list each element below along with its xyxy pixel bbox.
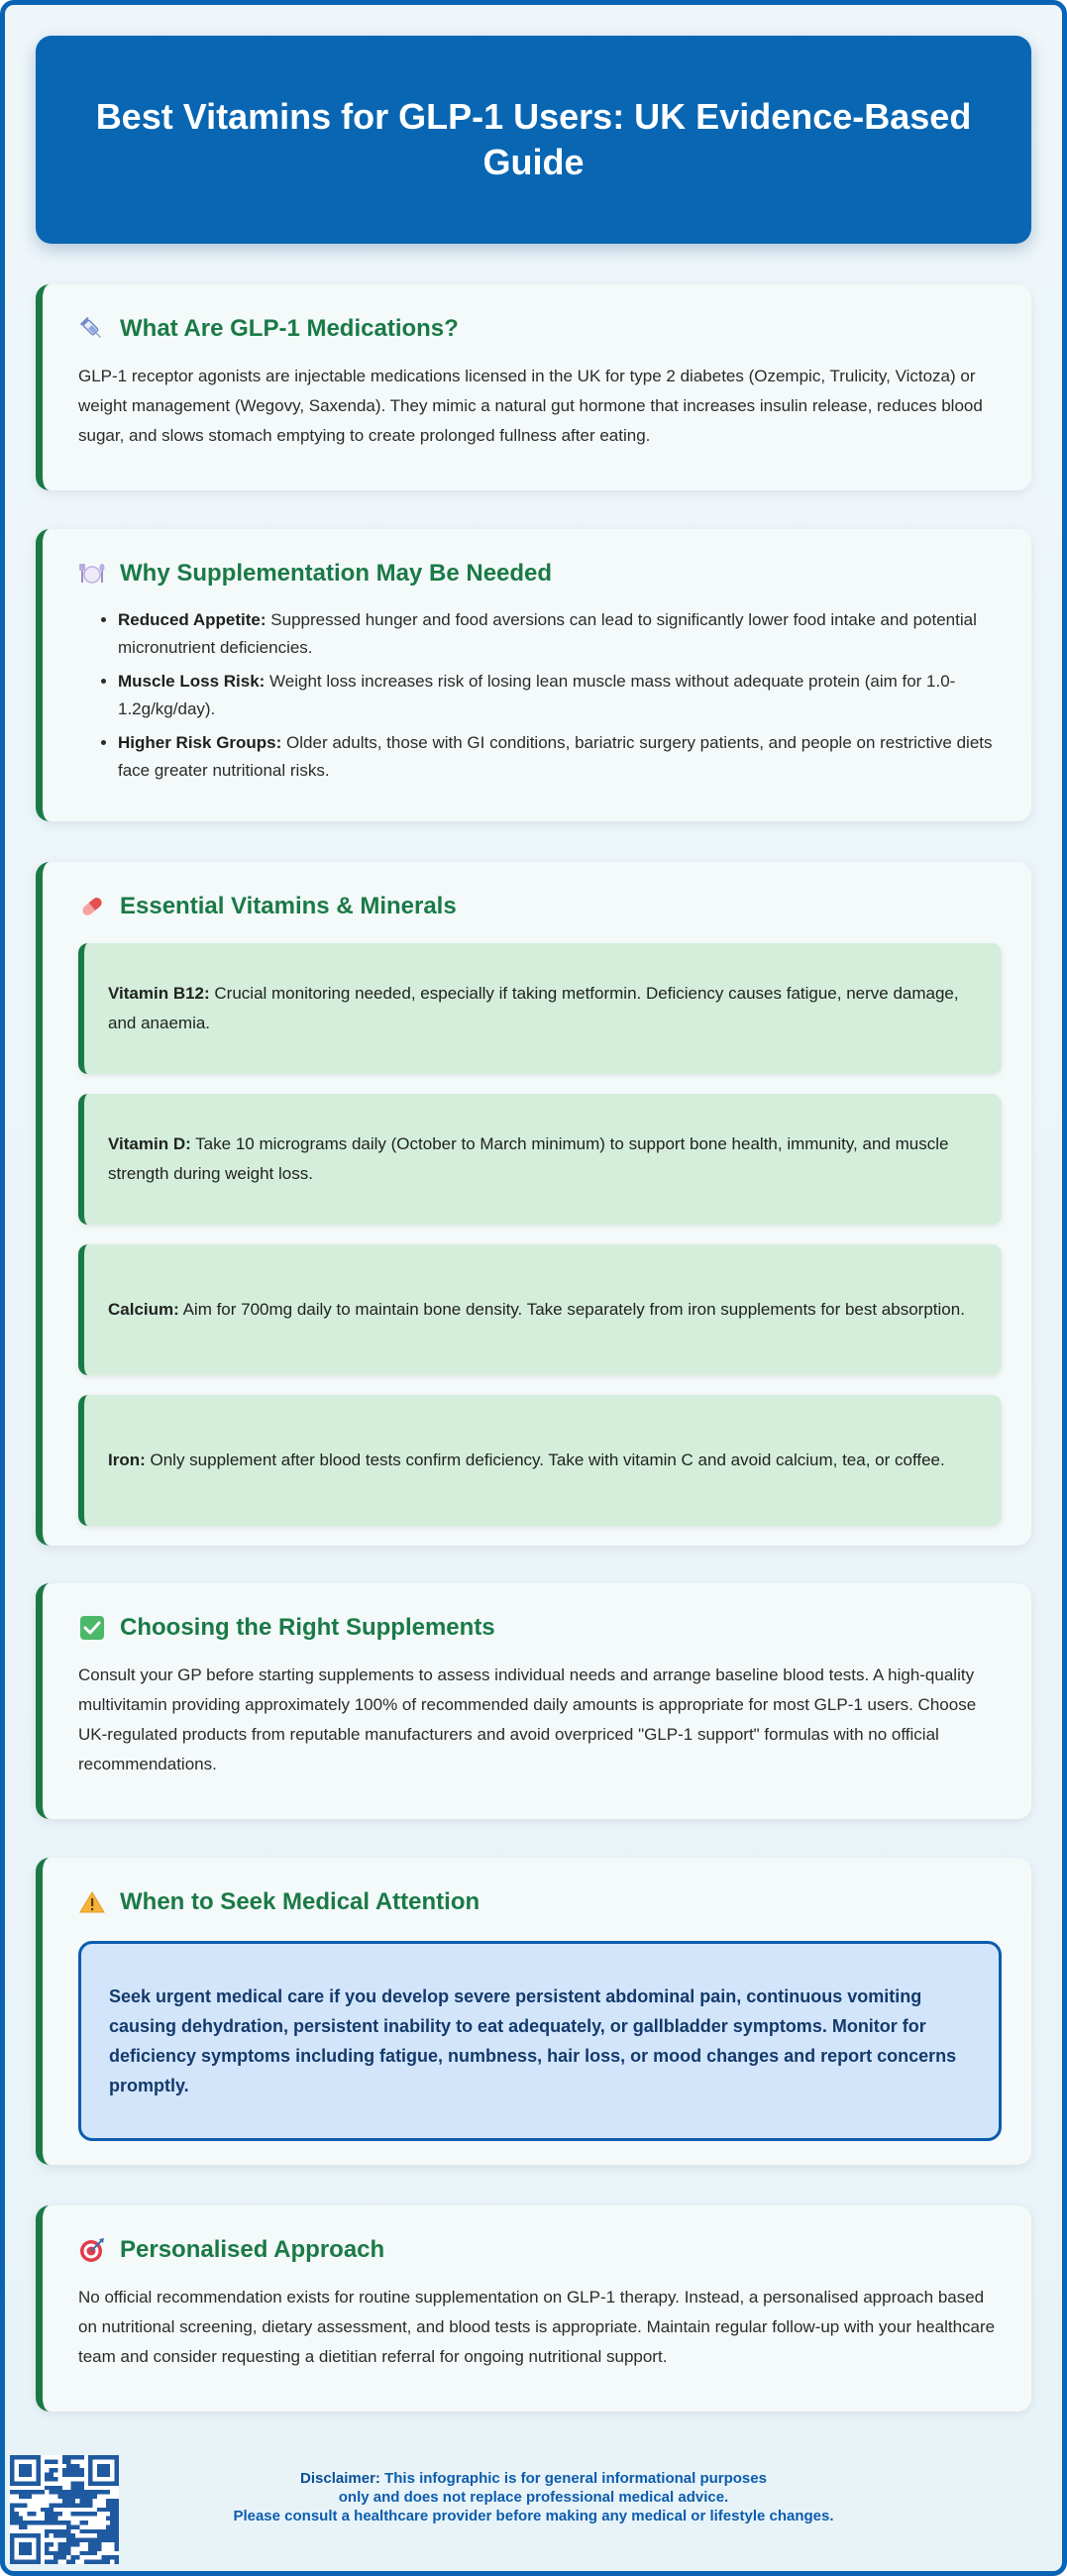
section-why-supplementation [36,529,1031,821]
section-essential-vitamins [36,862,1031,1546]
section-text: GLP-1 receptor agonists are injectable medications licensed in the UK for type 2 diabetes (Ozempic, Trulicity, Victoza) or weight management (Wegovy, Saxenda). They mimic a natural gut hormone that increases insulin release, reduces blood sugar, and slows stomach emptying to create prolonged fullness after eating. [78,367,983,445]
risk-list [78,606,1002,785]
vitamin-label: Iron: [108,1450,146,1469]
list-item [118,606,1002,662]
vitamin-text [108,979,976,1038]
vitamin-desc: Take 10 micrograms daily (October to March minimum) to support bone health, immunity, and muscle strength during weight loss. [108,1134,949,1183]
vitamin-label: Vitamin D: [108,1134,191,1153]
section-what-are-glp1 [36,284,1031,490]
alert-text: Seek urgent medical care if you develop severe persistent abdominal pain, continuous vomiting causing dehydration, persistent inability to eat adequately, or gallbladder symptoms. Monitor for deficiency symptoms including fatigue, numbness, hair loss, or mood changes and report concerns promptly. [109,1986,957,2095]
section-title: Essential Vitamins & Minerals [120,893,457,919]
item-label: Muscle Loss Risk: [118,672,266,691]
section-text: No official recommendation exists for routine supplementation on GLP-1 therapy. Instead, a personalised approach based on nutritional screening, dietary assessment, and blood tests is appropriate. Maintain regular follow-up with your healthcare team and consider requesting a dietitian referral for ongoing nutritional support. [78,2288,996,2366]
disclaimer-line-3: Please consult a healthcare provider before making any medical or lifestyle changes. [233,2508,834,2524]
section-header [78,312,1002,346]
section-choosing-supplements [36,1583,1031,1819]
page-title: Best Vitamins for GLP-1 Users: UK Evidence-Based Guide [95,96,972,182]
disclaimer-label: Disclaimer: [300,2470,380,2487]
vitamin-desc: Only supplement after blood tests confirm deficiency. Take with vitamin C and avoid calcium, tea, or coffee. [145,1450,945,1469]
disclaimer [139,2469,928,2525]
section-title: Why Supplementation May Be Needed [120,560,553,587]
list-item [118,729,1002,785]
check-box-icon [78,1614,106,1642]
section-seek-medical-attention [36,1858,1031,2165]
vitamin-card-b12 [78,943,1002,1074]
page-header [36,36,1031,244]
item-label: Reduced Appetite: [118,610,267,629]
section-title: Personalised Approach [120,2236,385,2263]
warning-icon [78,1888,106,1916]
qr-code-icon[interactable] [10,2455,119,2564]
section-header [78,890,1002,923]
section-text: Consult your GP before starting supplements to assess individual needs and arrange baseline blood tests. A high-quality multivitamin providing approximately 100% of recommended daily amounts is appropriate for most GLP-1 users. Choose UK-regulated products from reputable manufacturers and avoid overpriced "GLP-1 support" formulas with no official recommendations. [78,1665,977,1773]
list-item [118,668,1002,723]
disclaimer-line-2: only and does not replace professional medical advice. [338,2489,729,2506]
vitamin-card-d [78,1094,1002,1225]
vitamin-text [108,1295,965,1325]
vitamin-card-iron [78,1395,1002,1526]
section-header [78,1611,1002,1645]
pill-icon [78,893,106,920]
item-label: Higher Risk Groups: [118,733,282,752]
urgent-care-alert [78,1941,1002,2141]
disclaimer-text-1: This infographic is for general informational purposes [379,2470,767,2487]
section-title: What Are GLP-1 Medications? [120,315,459,342]
vitamin-label: Vitamin B12: [108,984,210,1003]
vitamin-label: Calcium: [108,1300,179,1319]
item-text: Older adults, those with GI conditions, bariatric surgery patients, and people on restrictive diets face greater nutritional risks. [118,733,993,780]
vitamin-text [108,1129,976,1189]
target-icon [78,2236,106,2264]
section-title: Choosing the Right Supplements [120,1614,495,1641]
section-personalised-approach [36,2205,1031,2412]
section-header [78,557,1002,590]
plate-cutlery-icon [78,560,106,588]
syringe-icon [78,315,106,343]
item-text: Weight loss increases risk of losing lean muscle mass without adequate protein (aim for 1.0-1.2g/kg/day). [118,672,956,718]
section-title: When to Seek Medical Attention [120,1888,480,1915]
vitamin-desc: Aim for 700mg daily to maintain bone density. Take separately from iron supplements for best absorption. [178,1300,965,1319]
item-text: Suppressed hunger and food aversions can lead to significantly lower food intake and potential micronutrient deficiencies. [118,610,977,657]
section-header [78,2233,1002,2267]
vitamin-card-calcium [78,1244,1002,1375]
vitamin-text [108,1446,945,1475]
section-header [78,1885,1002,1919]
disclaimer-line-1 [139,2469,928,2488]
vitamin-desc: Crucial monitoring needed, especially if taking metformin. Deficiency causes fatigue, nerve damage, and anaemia. [108,984,959,1032]
